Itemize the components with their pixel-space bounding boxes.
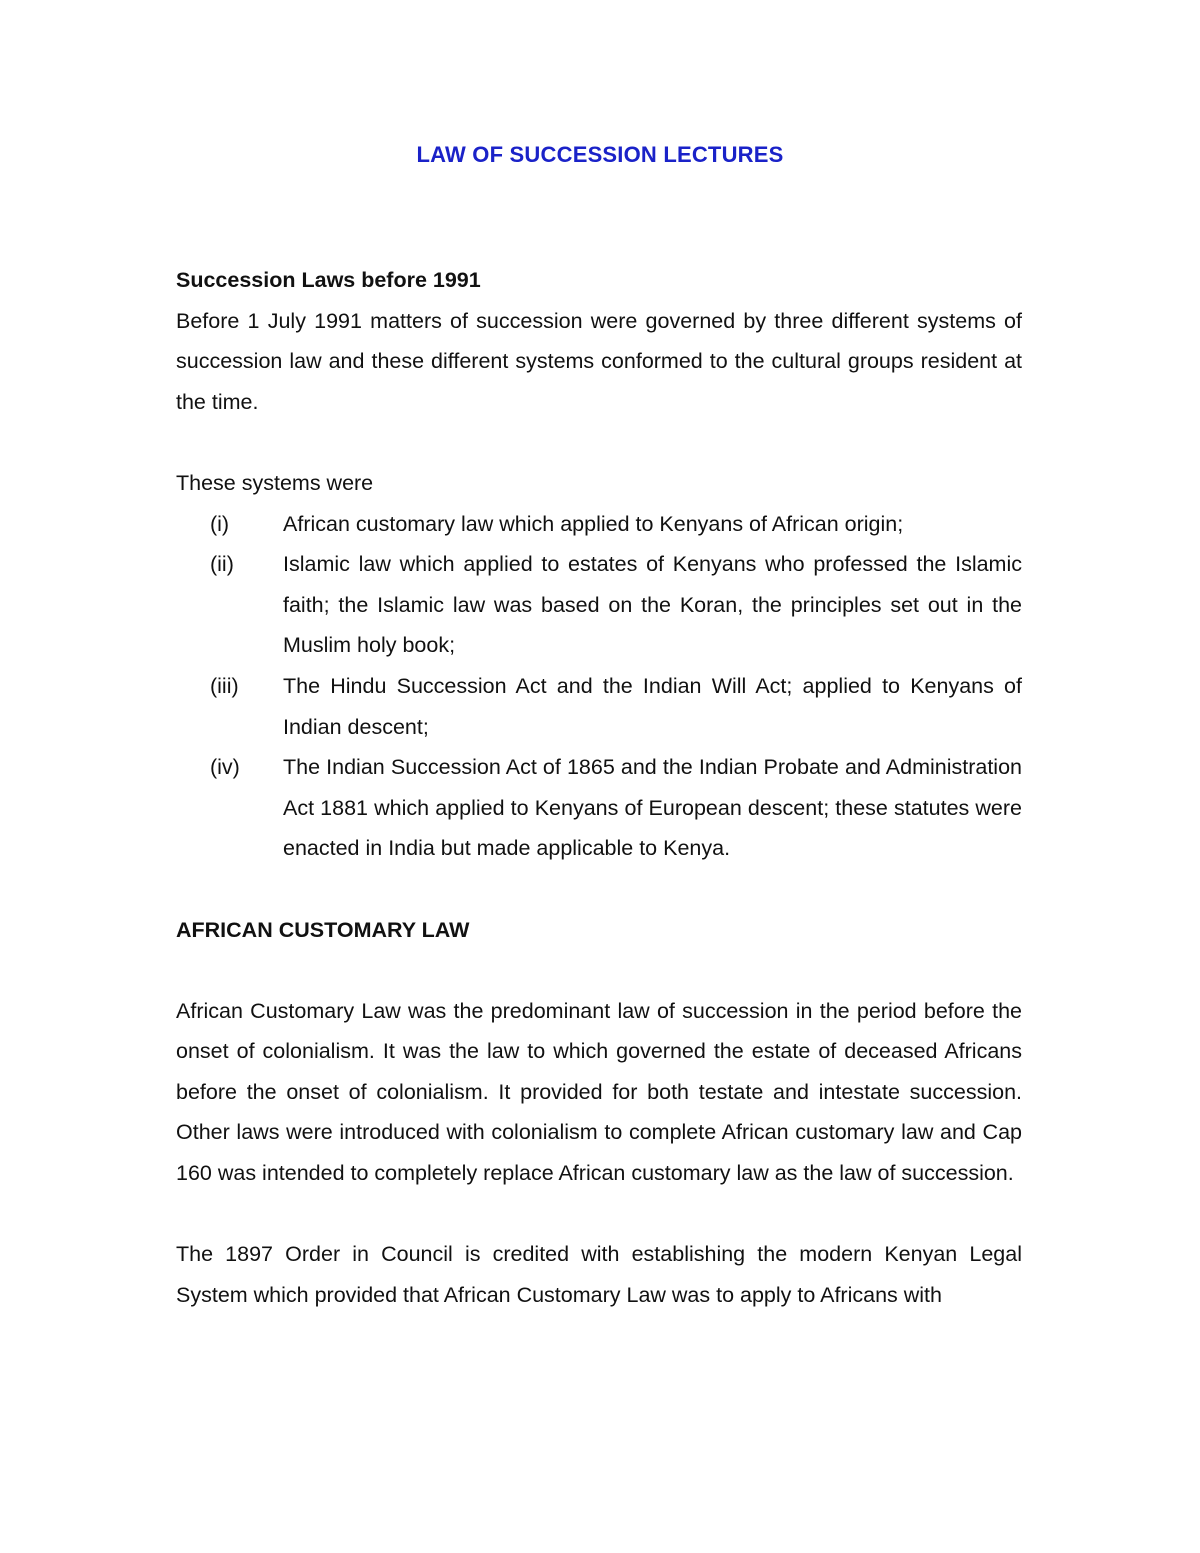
spacer: [176, 950, 1022, 991]
section-heading-succession-laws: Succession Laws before 1991: [176, 268, 481, 292]
order-in-council-paragraph: The 1897 Order in Council is credited with establishing the modern Kenyan Legal System which provided that African Customary Law was to apply to Africans with: [176, 1242, 1022, 1307]
list-item-text: The Indian Succession Act of 1865 and the Indian Probate and Administration Act 1881 which applied to Kenyans of European descent; these statutes were enacted in India but made applicable to Kenya.: [283, 755, 1022, 861]
list-marker: (iii): [210, 673, 239, 698]
list-item-text: Islamic law which applied to estates of Kenyans who professed the Islamic faith; the Islamic law was based on the Koran, the principles set out in the Muslim holy book;: [283, 552, 1022, 658]
systems-list: [176, 504, 1022, 869]
intro-paragraph: Before 1 July 1991 matters of succession were governed by three different systems of succession law and these different systems conformed to the cultural groups resident at the time.: [176, 308, 1022, 414]
section-heading-african-customary-law: AFRICAN CUSTOMARY LAW: [176, 917, 470, 942]
customary-law-paragraph: African Customary Law was the predominant law of succession in the period before the onset of colonialism. It was the law to which governed the estate of deceased Africans before the onset of colonialism. It provided for both testate and intestate succession. Other laws were introduced with colonialism to complete African customary law and Cap 160 was intended to completely replace African customary law as the law of succession.: [176, 998, 1022, 1186]
document-body: [176, 260, 1022, 1315]
list-item: [176, 504, 1022, 545]
list-item-text: The Hindu Succession Act and the Indian Will Act; applied to Kenyans of Indian descent;: [283, 673, 1022, 739]
list-item-text: African customary law which applied to Kenyans of African origin;: [283, 511, 904, 536]
list-lead: These systems were: [176, 470, 374, 495]
spacer: [176, 422, 1022, 463]
list-item: [176, 666, 1022, 747]
list-item: [176, 544, 1022, 666]
spacer: [176, 869, 1022, 910]
list-item: [176, 747, 1022, 869]
spacer: [176, 1194, 1022, 1235]
list-marker: (i): [210, 511, 230, 536]
list-marker: (iv): [210, 755, 240, 780]
list-marker: (ii): [210, 552, 234, 577]
document-title: LAW OF SUCCESSION LECTURES: [416, 142, 784, 167]
